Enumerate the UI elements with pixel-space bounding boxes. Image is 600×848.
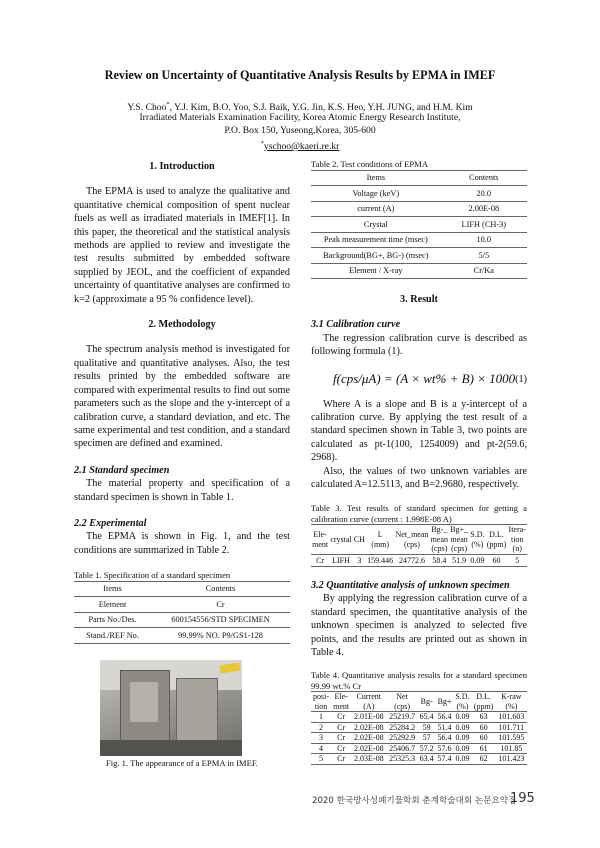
table4-cell: 0.09 xyxy=(455,712,470,722)
table2-cell: 10.0 xyxy=(441,232,527,248)
formula-number: (1) xyxy=(515,373,527,385)
table2-row xyxy=(311,248,527,264)
left-column xyxy=(74,160,290,644)
table2-header-row xyxy=(311,170,527,186)
table4-cell: 25284.2 xyxy=(389,722,416,732)
table3-cell: Cr xyxy=(316,555,325,565)
table4-cell: 0.09 xyxy=(455,722,470,732)
formula: f(cps/μA) = (A × wt% + B) × 1000 xyxy=(333,370,516,386)
table4-cell: Cr xyxy=(337,754,346,764)
table4-row xyxy=(311,754,527,765)
table2-row xyxy=(311,217,527,233)
table1 xyxy=(74,581,290,644)
table1-cell: Parts No./Des. xyxy=(74,612,151,628)
table1-cell: 600154556/STD SPECIMEN xyxy=(151,612,290,628)
table3-header-cell: Net_mean (cps) xyxy=(395,530,429,549)
table4-cell: 65.4 xyxy=(419,712,434,722)
table4-header-cell: Ele- ment xyxy=(333,692,350,711)
calibration-heading: 3.1 Calibration curve xyxy=(311,319,401,331)
table4-cell: 25292.9 xyxy=(389,733,416,743)
table4-cell: 25325.3 xyxy=(389,754,416,764)
table4-cell: 57.6 xyxy=(437,743,452,753)
affiliation-line-2: P.O. Box 150, Yuseong,Korea, 305-600 xyxy=(224,125,376,136)
table4-cell: 60 xyxy=(479,733,488,743)
table4-cell: 0.09 xyxy=(455,754,470,764)
table3-header-cell: crystal xyxy=(330,534,352,544)
table2-cell: Element / X-ray xyxy=(311,263,441,279)
table2-header-cell: Contents xyxy=(441,170,527,186)
page-number: 195 xyxy=(510,791,535,806)
table4-cell: 60 xyxy=(479,722,488,732)
contact-email[interactable]: yschoo@kaeri.re.kr xyxy=(263,141,340,153)
table4-cell: Cr xyxy=(337,743,346,753)
table1-header-cell: Items xyxy=(74,581,151,597)
table1-cell: Element xyxy=(74,597,151,613)
standard-specimen-heading: 2.1 Standard specimen xyxy=(74,464,170,476)
table4-cell: 25406.7 xyxy=(389,743,416,753)
table4-cell: 4 xyxy=(319,743,324,753)
table3-row xyxy=(311,554,527,566)
contact-email-line xyxy=(0,137,600,153)
table2-cell: 5/5 xyxy=(441,248,527,264)
table4-cell: 2.03E-08 xyxy=(354,754,384,764)
methodology-heading: 2. Methodology xyxy=(148,319,216,331)
epma-cabinet-shape xyxy=(176,678,218,744)
table4-header-cell: Net (cps) xyxy=(394,692,411,711)
table4-cell: Cr xyxy=(337,722,346,732)
where-text: Where A is a slope and B is a y-intercept of a calibration curve. By applying the test result of a standard specimen shown in Table 3, two points are calculated as pt-1(100, 1254009) and pt-2(59.6, 2968). xyxy=(311,398,527,464)
table1-row xyxy=(74,628,290,644)
experimental-text: The EPMA is shown in Fig. 1, and the test conditions are summarized in Table 2. xyxy=(74,531,290,556)
table1-cell: Stand./REF No. xyxy=(74,628,151,644)
table3-header-cell: Bg+_ mean (cps) xyxy=(450,525,469,554)
table3-cell: 3 xyxy=(357,555,362,565)
first-author: Y.S. Choo xyxy=(127,102,167,114)
table4-cell: Cr xyxy=(337,712,346,722)
table4-cell: 5 xyxy=(319,754,324,764)
table4-header-cell: Current (A) xyxy=(356,692,382,711)
table1-row xyxy=(74,597,290,613)
also-text: Also, the values of two unknown variables are calculated A=12.5113, and B=2.9680, respectively. xyxy=(311,465,527,491)
table3-header-row xyxy=(311,525,527,555)
table4-cell: 2.02E-08 xyxy=(354,743,384,753)
table4-cell: 101.711 xyxy=(498,722,525,732)
table4-cell: 62 xyxy=(479,754,488,764)
table4-cell: 3 xyxy=(319,733,324,743)
epma-photo xyxy=(100,660,242,756)
table3-header-cell: D.L. (ppm) xyxy=(486,530,507,549)
table4-cell: 63.4 xyxy=(419,754,434,764)
table1-header-cell: Contents xyxy=(151,581,290,597)
table1-row xyxy=(74,612,290,628)
table4-header-cell: posi- tion xyxy=(313,692,330,711)
table2-cell: current (A) xyxy=(311,201,441,217)
table3 xyxy=(311,524,527,567)
corresponding-mark: * xyxy=(166,101,170,108)
table3-header-cell: L (mm) xyxy=(371,530,390,549)
formula-block xyxy=(311,368,527,394)
table3-header-cell: S.D. (%) xyxy=(470,530,485,549)
table4-cell: 2.01E-08 xyxy=(354,712,384,722)
methodology-text: The spectrum analysis method is investigated for qualitative and quantitative analyses. Also, the test results printed by the embedded software are compared with experimental results to find out some parameters such as the slope and the y-intercept of a calibration curve, a standard deviation, and etc. The same experimental and test condition, and a standard specimen are defined and examined. xyxy=(74,344,290,450)
table1-cell: Cr xyxy=(151,597,290,613)
right-column xyxy=(311,159,527,765)
table3-header-cell: CH xyxy=(353,534,365,544)
table4-cell: 2.02E-08 xyxy=(354,733,384,743)
table4-cell: 63 xyxy=(479,712,488,722)
table4-header-row xyxy=(311,692,527,712)
email-mark: * xyxy=(260,140,264,147)
calibration-text: The regression calibration curve is described as following formula (1). xyxy=(311,332,527,358)
table4-cell: 61 xyxy=(479,743,488,753)
table4-row xyxy=(311,712,527,723)
table3-cell: LIFH xyxy=(332,555,350,565)
table2-caption: Table 2. Test conditions of EPMA xyxy=(311,159,429,169)
table3-header-cell: Ele- ment xyxy=(312,530,329,549)
table4-cell: 25219.7 xyxy=(389,712,416,722)
table4-row xyxy=(311,743,527,754)
table4 xyxy=(311,691,527,765)
table2-row xyxy=(311,263,527,279)
table4-header-cell: Bg+ xyxy=(437,697,452,707)
experimental-heading: 2.2 Experimental xyxy=(74,517,147,529)
table4-header-cell: Bg- xyxy=(420,697,433,707)
introduction-text: The EPMA is used to analyze the qualitative and quantitative chemical composition of spent nuclear fuels as well as irradiated materials in IMEF[1]. In this paper, the theoretical and the statistical analysis methods are applied to review and investigate the test results submitted by embedded software supplied by JEOL, and the coefficient of expanded uncertainty of quantitative analyses are confirmed to k=2 (approximate a 95 % confidence level). xyxy=(74,186,290,305)
table2-row xyxy=(311,186,527,202)
table4-cell: 0.09 xyxy=(455,743,470,753)
table4-row xyxy=(311,733,527,744)
fig1-caption: Fig. 1. The appearance of a EPMA in IMEF. xyxy=(105,758,259,768)
table4-cell: 101.85 xyxy=(500,743,523,753)
table4-cell: 51.4 xyxy=(437,722,452,732)
table4-cell: Cr xyxy=(337,733,346,743)
table1-header-row xyxy=(74,581,290,597)
table4-row xyxy=(311,722,527,733)
result-heading: 3. Result xyxy=(400,294,438,305)
footer-text: 2020 한국방사성폐기물학회 춘계학술대회 논문요약집 xyxy=(312,796,517,806)
table3-cell: 60 xyxy=(492,555,501,565)
table4-header-cell: K-raw (%) xyxy=(501,692,522,711)
table2-cell: 2.00E-08 xyxy=(441,201,527,217)
table2-cell: Crystal xyxy=(311,217,441,233)
table2-row xyxy=(311,232,527,248)
table4-cell: 101.423 xyxy=(498,754,525,764)
table4-cell: 57.4 xyxy=(437,754,452,764)
epma-chamber-shape xyxy=(130,682,158,722)
table3-cell: 51.9 xyxy=(452,555,467,565)
table2-cell: Peak measurement time (msec) xyxy=(311,232,441,248)
table1-cell: 99.99% NO. P9/GS1-128 xyxy=(151,628,290,644)
table4-header-cell: S.D. (%) xyxy=(455,692,470,711)
table4-cell: 101.603 xyxy=(498,712,525,722)
paper-title: Review on Uncertainty of Quantitative Analysis Results by EPMA in IMEF xyxy=(104,68,496,82)
table2-cell: LIFH (CH-3) xyxy=(441,217,527,233)
table2-header-cell: Items xyxy=(311,170,441,186)
table3-cell: 58.4 xyxy=(432,555,447,565)
affiliation-line-1: Irradiated Materials Examination Facility, Korea Atomic Energy Research Institute, xyxy=(139,112,461,123)
co-authors: , Y.J. Kim, B.O. Yoo, S.J. Baik, Y.G. Jin, K.S. Heo, Y.H. JUNG, and H.M. Kim xyxy=(169,102,473,114)
table4-cell: 57 xyxy=(422,733,431,743)
table4-cell: 57.2 xyxy=(419,743,434,753)
quantitative-text: By applying the regression calibration curve of a standard specimen, the quantitative analysis of the unknown specimen is analyzed to selected five points, and the results are printed out as shown in Table 4. xyxy=(311,593,527,658)
table4-caption: Table 4. Quantitative analysis results for a standard specimen 99.99 wt.% Cr xyxy=(311,670,527,691)
table3-cell: 5 xyxy=(515,555,520,565)
table4-cell: 101.595 xyxy=(498,733,525,743)
table3-caption: Table 3. Test results of standard specimen for getting a calibration curve (current : 1.998E-08 A) xyxy=(311,503,527,524)
table2-row xyxy=(311,201,527,217)
table2-cell: 20.0 xyxy=(441,186,527,202)
table4-cell: 0.09 xyxy=(455,733,470,743)
table3-header-cell: Itera- tion (n) xyxy=(508,525,526,554)
table3-cell: 24772.6 xyxy=(398,555,425,565)
table4-cell: 56.4 xyxy=(437,733,452,743)
table3-header-cell: Bg-_ mean (cps) xyxy=(430,525,448,554)
table4-header-cell: D.L. (ppm) xyxy=(473,692,494,711)
introduction-heading: 1. Introduction xyxy=(149,161,215,172)
photo-floor xyxy=(100,740,242,756)
table2-cell: Background(BG+, BG-) (msec) xyxy=(311,248,441,264)
standard-specimen-text: The material property and specification of a standard specimen is shown in Table 1. xyxy=(74,478,290,503)
table2 xyxy=(311,170,527,280)
table2-cell: Cr/Ka xyxy=(441,263,527,279)
quantitative-heading: 3.2 Quantitative analysis of unknown specimen xyxy=(311,579,510,591)
table2-cell: Voltage (keV) xyxy=(311,186,441,202)
table4-cell: 59 xyxy=(422,722,431,732)
table3-cell: 159.446 xyxy=(367,555,394,565)
table4-cell: 2 xyxy=(319,722,324,732)
table3-cell: 0.09 xyxy=(470,555,485,565)
table1-caption: Table 1. Specification of a standard specimen xyxy=(74,570,231,581)
table4-cell: 2.02E-08 xyxy=(354,722,384,732)
table4-cell: 56.4 xyxy=(437,712,452,722)
table4-cell: 1 xyxy=(319,712,324,722)
